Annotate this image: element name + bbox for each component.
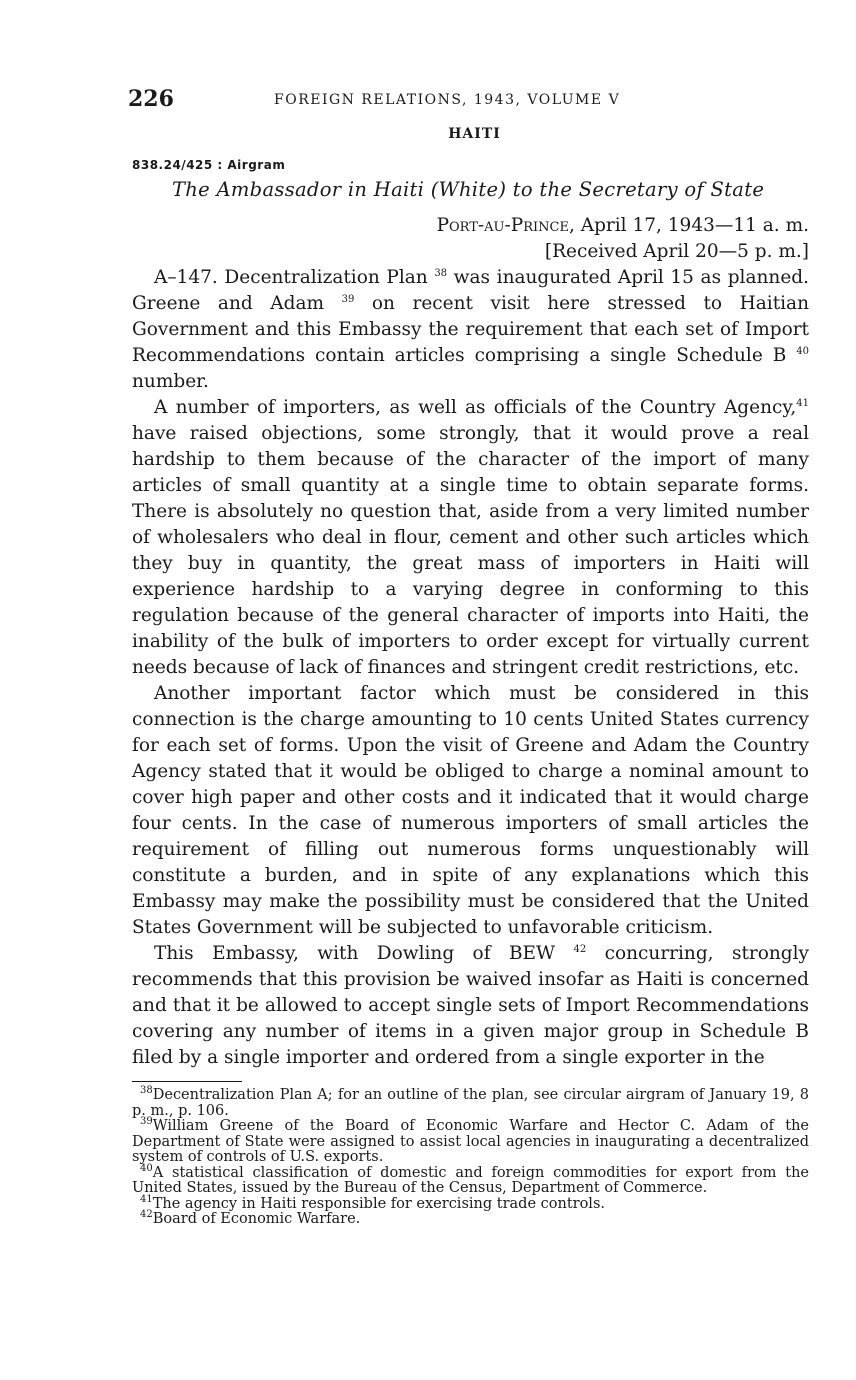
paragraph-text: concurring, strongly recommends that this provision be waived insofar as Haiti is concerned and that it be allowed to accept single sets of Import Recommendations covering any number of items in a given major group in Schedule B filed by a single importer and ordered from a single exporter in the bbox=[132, 943, 809, 1068]
running-title: FOREIGN RELATIONS, 1943, VOLUME V bbox=[274, 92, 621, 108]
footnote-39 bbox=[132, 1116, 809, 1166]
footnote-42 bbox=[132, 1209, 809, 1228]
footnote-number: 42 bbox=[140, 1209, 153, 1221]
footnote-ref: 39 bbox=[341, 293, 355, 305]
footnote-text: Board of Economic Warfare. bbox=[152, 1211, 361, 1227]
footnote-text: The agency in Haiti responsible for exercising trade controls. bbox=[152, 1195, 605, 1212]
paragraph-text: number. bbox=[132, 371, 209, 392]
page-number: 226 bbox=[128, 86, 174, 112]
page bbox=[128, 86, 809, 1228]
footnote-ref: 41 bbox=[796, 397, 809, 409]
footnotes bbox=[132, 1085, 809, 1228]
paragraph-text: A–147. Decentralization Plan bbox=[154, 267, 428, 288]
running-head bbox=[128, 86, 809, 116]
paragraph-4 bbox=[132, 941, 809, 1071]
footnote-number: 39 bbox=[140, 1116, 153, 1128]
footnote-number: 40 bbox=[140, 1162, 153, 1174]
paragraph-text: This Embassy, with Dowling of BEW bbox=[154, 943, 556, 964]
footnote-text: A statistical classification of domestic and foreign commodities for export from the United States, issued by the Bureau of the Census, Department of Commerce. bbox=[132, 1164, 809, 1196]
dateline-place: Port-au-Prince bbox=[436, 215, 569, 236]
footnote-ref: 40 bbox=[796, 345, 809, 357]
paragraph-text: was inaugurated April 15 as planned. Greene and Adam bbox=[132, 267, 809, 314]
footnote-ref: 42 bbox=[573, 943, 587, 955]
footnote-text: William Greene of the Board of Economic Warfare and Hector C. Adam of the Department of State were assigned to assist local agencies in inaugurating a decentralized system of controls of U.S. exports. bbox=[132, 1118, 809, 1165]
dateline-line bbox=[132, 213, 809, 239]
footnote-40 bbox=[132, 1162, 809, 1197]
footnote-ref: 38 bbox=[434, 267, 448, 279]
footnote-41 bbox=[132, 1193, 809, 1213]
paragraph-1 bbox=[132, 265, 809, 395]
paragraph-text: on recent visit here stressed to Haitian Government and this Embassy the requirement that each set of Import Recommendations contain articles comprising a single Schedule B bbox=[132, 293, 809, 366]
footnote-38 bbox=[132, 1085, 809, 1119]
received-line: [Received April 20—5 p. m.] bbox=[544, 241, 809, 262]
dateline-date: , April 17, 1943—11 a. m. bbox=[568, 215, 809, 236]
document-heading: The Ambassador in Haiti (White) to the Secretary of State bbox=[172, 178, 765, 201]
footnote-number: 38 bbox=[140, 1085, 153, 1097]
dateline bbox=[132, 213, 809, 265]
footnote-number: 41 bbox=[140, 1193, 153, 1205]
footnote-divider bbox=[132, 1081, 242, 1082]
paragraph-2 bbox=[132, 395, 809, 681]
footnote-text: Decentralization Plan A; for an outline of the plan, see circular airgram of January 19, 8 p. m., p. 106. bbox=[132, 1087, 809, 1119]
paragraph-3: Another important factor which must be considered in this connection is the charge amounting to 10 cents United States currency for each set of forms. Upon the visit of Greene and Adam the Country Agency stated that it would be obliged to charge a nominal amount to cover high paper and other costs and it indicated that it would charge four cents. In the case of numerous importers of small articles the requirement of filling out numerous forms unquestionably will constitute a burden, and in spite of any explanations which this Embassy may make the possibility must be considered that the United States Government will be subjected to unfavorable criticism. bbox=[132, 683, 809, 938]
file-number: 838.24/425 : Airgram bbox=[132, 158, 286, 172]
section-title: HAITI bbox=[448, 126, 501, 142]
paragraph-text: have raised objections, some strongly, that it would prove a real hardship to them because of the character of the import of many articles of small quantity at a single time to obtain separate forms. There is absolutely no question that, aside from a very limited number of wholesalers who deal in flour, cement and other such articles which they buy in quantity, the great mass of importers in Haiti will experience hardship to a varying degree in conforming to this regulation because of the general character of imports into Haiti, the inability of the bulk of importers to order except for virtually current needs because of lack of finances and stringent credit restrictions, etc. bbox=[132, 423, 809, 678]
paragraph-text: A number of importers, as well as officials of the Country Agency, bbox=[154, 397, 797, 418]
